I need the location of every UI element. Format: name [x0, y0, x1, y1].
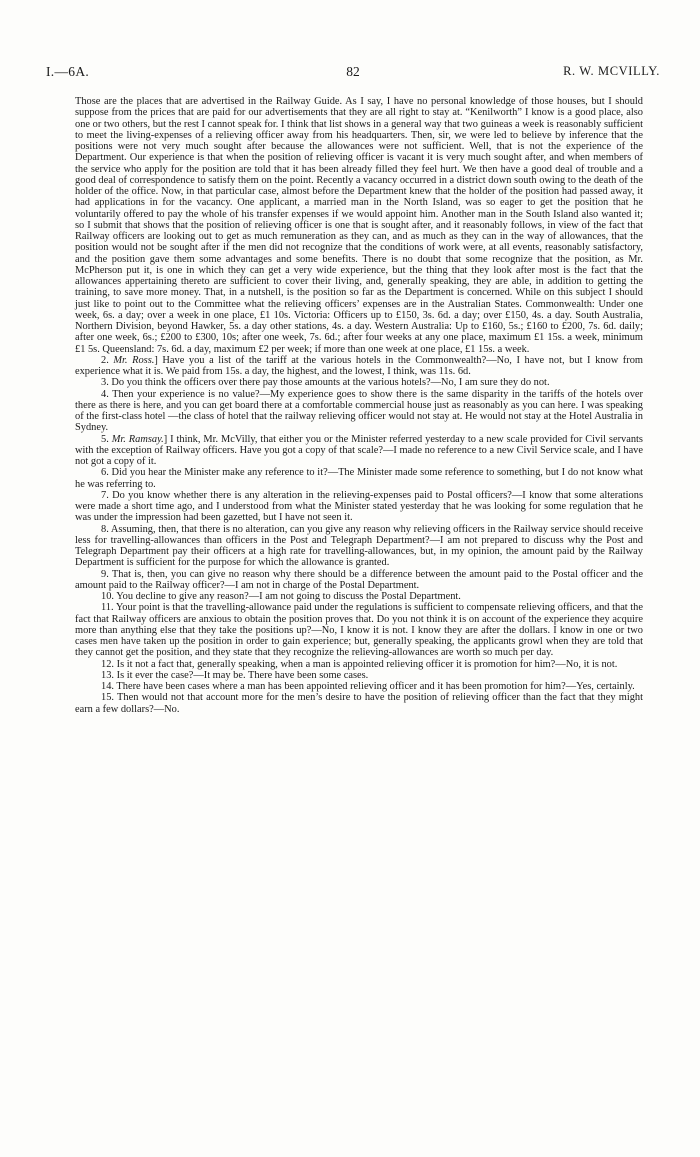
question-paragraph — [75, 389, 643, 434]
question-number: 12. — [101, 658, 114, 670]
question-number: 8. — [101, 523, 109, 535]
question-paragraph — [75, 692, 643, 715]
question-paragraph — [75, 355, 643, 378]
question-number: 5. — [101, 433, 109, 445]
question-text: You decline to give any reason?—I am not going to discuss the Postal Department. — [116, 591, 461, 602]
question-number: 6. — [101, 467, 109, 479]
question-text: Do you think the officers over there pay those amounts at the various hotels?—No, I am sure they do not. — [111, 377, 550, 389]
question-text: That is, then, you can give no reason why there should be a difference between the amount paid to the Postal officer and the amount paid to the Railway officer?—I am not in charge of the Postal Department. — [75, 568, 643, 591]
question-paragraph — [75, 569, 643, 592]
question-number: 9. — [101, 568, 109, 580]
question-text: Assuming, then, that there is no alteration, can you give any reason why relieving officers in the Railway service should receive less for travelling-allowances than officers in the Post and Telegraph Department?—I am not prepared to discuss why the Post and Telegraph Department pay their officers at a high rate for travelling-allowances, but, in my opinion, the amount paid by the Railway Department is sufficient for the purpose for which the allowance is granted. — [75, 523, 644, 569]
question-paragraph — [75, 490, 643, 524]
question-number: 13. — [101, 669, 114, 681]
question-number: 2. — [101, 354, 109, 366]
page-header — [46, 64, 660, 82]
question-paragraph — [75, 377, 643, 388]
question-number: 11. — [101, 602, 114, 614]
speaker-name: Mr. Ramsay. — [111, 433, 164, 445]
question-paragraph — [75, 602, 643, 658]
question-number: 10. — [101, 591, 114, 602]
speaker-name: Mr. Ross. — [113, 354, 155, 366]
page-number: 82 — [346, 64, 360, 79]
question-number: 4. — [101, 388, 109, 400]
document-reference: I.—6A. — [46, 64, 90, 79]
question-number: 7. — [101, 489, 109, 501]
question-text: Is it ever the case?—It may be. There have been some cases. — [116, 669, 369, 681]
qa-list — [75, 355, 643, 715]
question-text: Your point is that the travelling-allowance paid under the regulations is sufficient to compensate relieving officers, and that the fact that Railway officers are anxious to obtain the position proves that. Do you not think it is on account of the experience they acquire more than anything else that they take the positions up?—No, I know it is not. I know they are after the dollars. I know in one or two cases men have taken up the position in order to gain experience; but, generally speaking, the applicants growl when they are told that they cannot get the position, and they state that they recognize the relieving-allowances are worth so much per day. — [75, 602, 643, 659]
question-paragraph — [75, 659, 643, 670]
question-text: There have been cases where a man has been appointed relieving officer and it has been promotion for him?—Yes, certainly. — [116, 681, 635, 692]
document-body — [75, 96, 643, 715]
witness-name: R. W. MCVILLY. — [563, 64, 660, 78]
question-paragraph — [75, 670, 643, 681]
question-text: ] Have you a list of the tariff at the various hotels in the Commonwealth?—No, I have not, but I know from experience what it is. We paid from 15s. a day, the highest, and the lowest, I think, was 11s. 6d. — [75, 354, 643, 377]
question-text: Did you hear the Minister make any reference to it?—The Minister made some reference to something, but I do not know what he was referring to. — [75, 467, 643, 490]
question-text: ] I think, Mr. McVilly, that either you or the Minister referred yesterday to a new scale provided for Civil servants with the exception of Railway officers. Have you got a copy of that scale?—I made no reference to a new Civil Service scale, and I have not got a copy of it. — [75, 433, 643, 467]
question-paragraph — [75, 467, 643, 490]
question-paragraph — [75, 524, 643, 569]
question-paragraph — [75, 434, 643, 468]
question-paragraph — [75, 681, 643, 692]
question-text: Then your experience is no value?—My experience goes to show there is the same disparity in the tariffs of the hotels over there as there is here, and you can get board there at a comfortable commercial house just as reasonably as you can here. I was speaking of the first-class hotel —the class of hotel that the railway relieving officer would not stay at. He would not stay at the Hotel Australia in Sydney. — [75, 388, 643, 434]
question-number: 3. — [101, 377, 109, 389]
question-text: Do you know whether there is any alteration in the relieving-expenses paid to Postal officers?—I know that some alterations were made a short time ago, and I understood from what the Minister stated yesterday that he was looking for some regulation that he was under the impression had been gazetted, but I have not seen it. — [75, 489, 643, 524]
question-number: 15. — [101, 692, 114, 704]
question-number: 14. — [101, 681, 114, 692]
intro-paragraph: Those are the places that are advertised in the Railway Guide. As I say, I have no personal knowledge of those houses, but I should suppose from the prices that are paid for our advertisements that they are all right to stay at. “Kenilworth” I know is a good place, also one or two others, but the rest I cannot speak for. I think that list shows in a general way that two guineas a week is reasonably sufficient to meet the living-expenses of a relieving officer away from his headquarters. Then, sir, we were led to believe by inference that the positions were not very much sought after because the allowances were not sufficient. Well, that is not the experience of the Department. Our experience is that when the position of relieving officer is vacant it is very much sought after, and when members of the service who apply for the position are told that it has been already filled they feel hurt. We then have a good deal of trouble and a good deal of correspondence to satisfy them on the point. Recently a vacancy occurred in a district down south owing to the death of the holder of the office. Now, in that particular case, almost before the Department knew that the holder of the position had passed away, it had applications in for the vacancy. One applicant, a married man in the North Island, was so eager to get the position that he voluntarily offered to pay the whole of his transfer expenses if we would appoint him. Another man in the South Island also wanted it; so I submit that shows that the position of relieving officer is one that is sought after, and it reasonably follows, in view of the fact that Railway officers are looking out to get as much remuneration as they can, and as much as they can in the way of allowances, that the position would not be sought after if the men did not recognize that the conditions of work were, at all events, reasonably satisfactory, and the position gave them some advantages and some benefits. There is no doubt that some recognize that the position, as Mr. McPherson put it, is one in which they can get a very wide experience, but the thing that they look after most is the fact that the allowances appertaining thereto are sufficient to cover their living, and, generally speaking, they are able, in addition to getting the training, to save more money. That, in a nutshell, is the position so far as the Department is concerned. While on this subject I should just like to point out to the Committee what the relieving officers’ expenses are in the Australian States. Commonwealth: Under one week, 6s. a day; over a week in one place, £1 10s. Victoria: Officers up to £150, 3s. 6d. a day; over £150, 4s. a day. South Australia, Northern Division, beyond Hawker, 5s. a day other stations, 4s. a day. Western Australia: Up to £160, 5s.; £160 to £200, 7s. 6d. daily; after one week, 6s.; £200 to £300, 10s; after one week, 7s. 6d.; after four weeks at any one place, maximum £1 15s. a week, minimum £1 5s. Queensland: 7s. 6d. a day, maximum £2 per week; if more than one week at one place, £1 15s. a week. — [75, 96, 643, 355]
question-text: Then would not that account more for the men’s desire to have the position of relieving officer than the fact that they might earn a few dollars?—No. — [75, 692, 643, 715]
question-text: Is it not a fact that, generally speaking, when a man is appointed relieving officer it is promotion for him?—No, it is not. — [116, 658, 618, 670]
question-paragraph — [75, 591, 643, 602]
